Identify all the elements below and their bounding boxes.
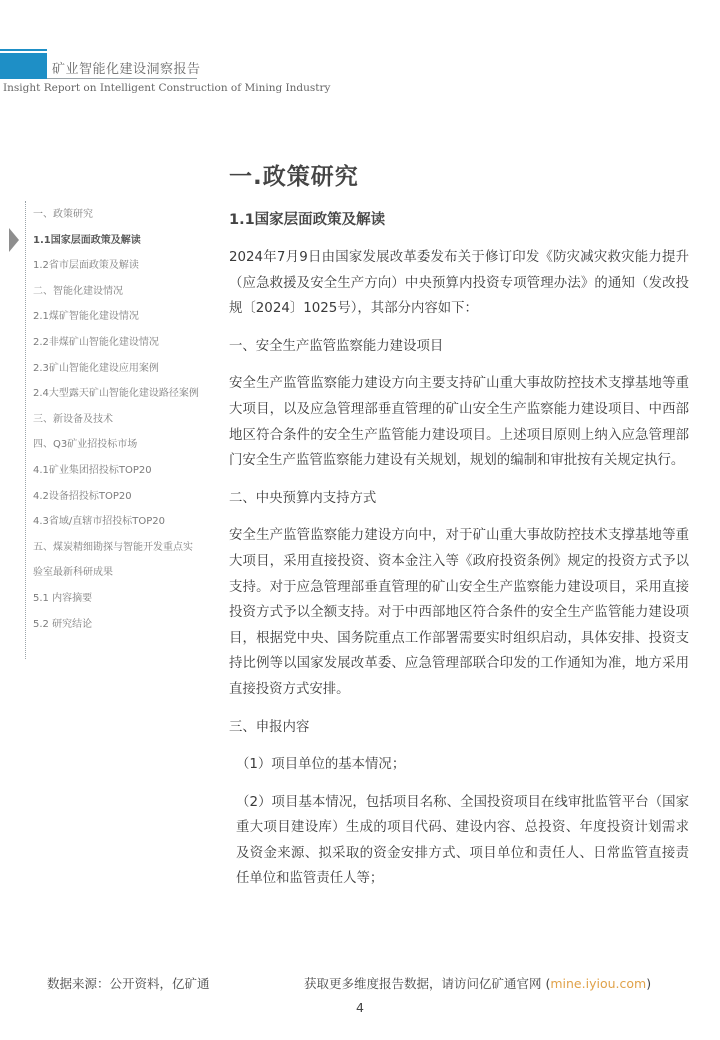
header-accent-block — [0, 53, 47, 79]
toc-item[interactable]: 5.2 研究结论 — [33, 618, 93, 630]
header-rule — [47, 78, 197, 79]
more-data-note — [304, 974, 651, 992]
toc-item[interactable]: 2.4大型露天矿山智能化建设路径案例 — [33, 388, 199, 400]
section-title: 一.政策研究 — [229, 164, 359, 190]
part1-paragraph: 安全生产监管监察能力建设方向主要支持矿山重大事故防控技术支撑基地等重大项目，以及应急管理部垂直管理的矿山安全生产监察能力建设项目、中西部地区符合条件的安全生产监管能力建设项目。上述项目原则上纳入应急管理部门安全生产监管监察能力建设有关规划，规划的编制和审批按有关规定执行。 — [229, 376, 689, 469]
part2-paragraph: 安全生产监管监察能力建设方向中，对于矿山重大事故防控技术支撑基地等重大项目，采用直接投资、资本金注入等《政府投资条例》规定的投资方式予以支持。对于应急管理部垂直管理的矿山安全生产监察能力建设项目，采用直接投资方式予以全额支持。对于中西部地区符合条件的安全生产监管能力建设项目，根据党中央、国务院重点工作部署需要实时组织启动，具体安排、投资支持比例等以国家发展改革委、应急管理部联合印发的工作通知为准，地方采用直接投资方式安排。 — [229, 528, 689, 697]
toc-item[interactable]: 1.2省市层面政策及解读 — [33, 260, 139, 272]
part3-heading: 三、申报内容 — [229, 719, 310, 735]
toc-item[interactable]: 三、新设备及技术 — [33, 413, 113, 425]
toc-item[interactable]: 四、Q3矿业招投标市场 — [33, 439, 138, 451]
table-of-contents — [33, 205, 218, 640]
current-section-arrow-icon — [9, 228, 19, 252]
website-link[interactable]: mine.iyiou.com — [550, 976, 647, 991]
more-data-prefix: 获取更多维度报告数据，请访问亿矿通官网 ( — [304, 976, 551, 991]
toc-dotted-line — [25, 201, 26, 659]
toc-item[interactable]: 验室最新科研成果 — [33, 567, 113, 579]
report-title-cn: 矿业智能化建设洞察报告 — [52, 62, 201, 77]
toc-item[interactable]: 五、煤炭精细勘探与智能开发重点实 — [33, 541, 193, 553]
toc-item-active[interactable]: 1.1国家层面政策及解读 — [33, 234, 141, 246]
header-accent-line — [0, 49, 47, 51]
more-data-suffix: ) — [646, 976, 652, 991]
list-item: （1）项目单位的基本情况； — [236, 757, 406, 773]
toc-item[interactable]: 二、智能化建设情况 — [33, 285, 123, 297]
part1-heading: 一、安全生产监管监察能力建设项目 — [229, 338, 444, 354]
report-title-en: Insight Report on Intelligent Construction of Mining Industry — [3, 82, 331, 94]
toc-item[interactable]: 2.3矿山智能化建设应用案例 — [33, 362, 159, 374]
list-item: （2）项目基本情况，包括项目名称、全国投资项目在线审批监管平台（国家重大项目建设库）生成的项目代码、建设内容、总投资、年度投资计划需求及资金来源、拟采取的资金安排方式、项目单位和责任人、日常监管直接责任单位和监管责任人等； — [236, 794, 689, 887]
toc-item[interactable]: 4.1矿业集团招投标TOP20 — [33, 464, 152, 476]
toc-item[interactable]: 5.1 内容摘要 — [33, 592, 93, 604]
toc-item[interactable]: 4.3省域/直辖市招投标TOP20 — [33, 516, 166, 528]
part2-heading: 二、中央预算内支持方式 — [229, 490, 377, 506]
subsection-title: 1.1国家层面政策及解读 — [229, 212, 386, 228]
toc-item[interactable]: 一、政策研究 — [33, 209, 93, 220]
data-source: 数据来源：公开资料，亿矿通 — [47, 976, 210, 991]
toc-item[interactable]: 2.1煤矿智能化建设情况 — [33, 311, 139, 323]
toc-item[interactable]: 4.2设备招投标TOP20 — [33, 490, 132, 502]
main-content — [229, 158, 689, 904]
toc-item[interactable]: 2.2非煤矿山智能化建设情况 — [33, 336, 159, 348]
intro-paragraph: 2024年7月9日由国家发展改革委发布关于修订印发《防灾减灾救灾能力提升（应急救援及安全生产方向）中央预算内投资专项管理办法》的通知（发改投规〔2024〕1025号），其部分内容如下： — [229, 250, 689, 317]
page-number: 4 — [356, 1000, 364, 1015]
